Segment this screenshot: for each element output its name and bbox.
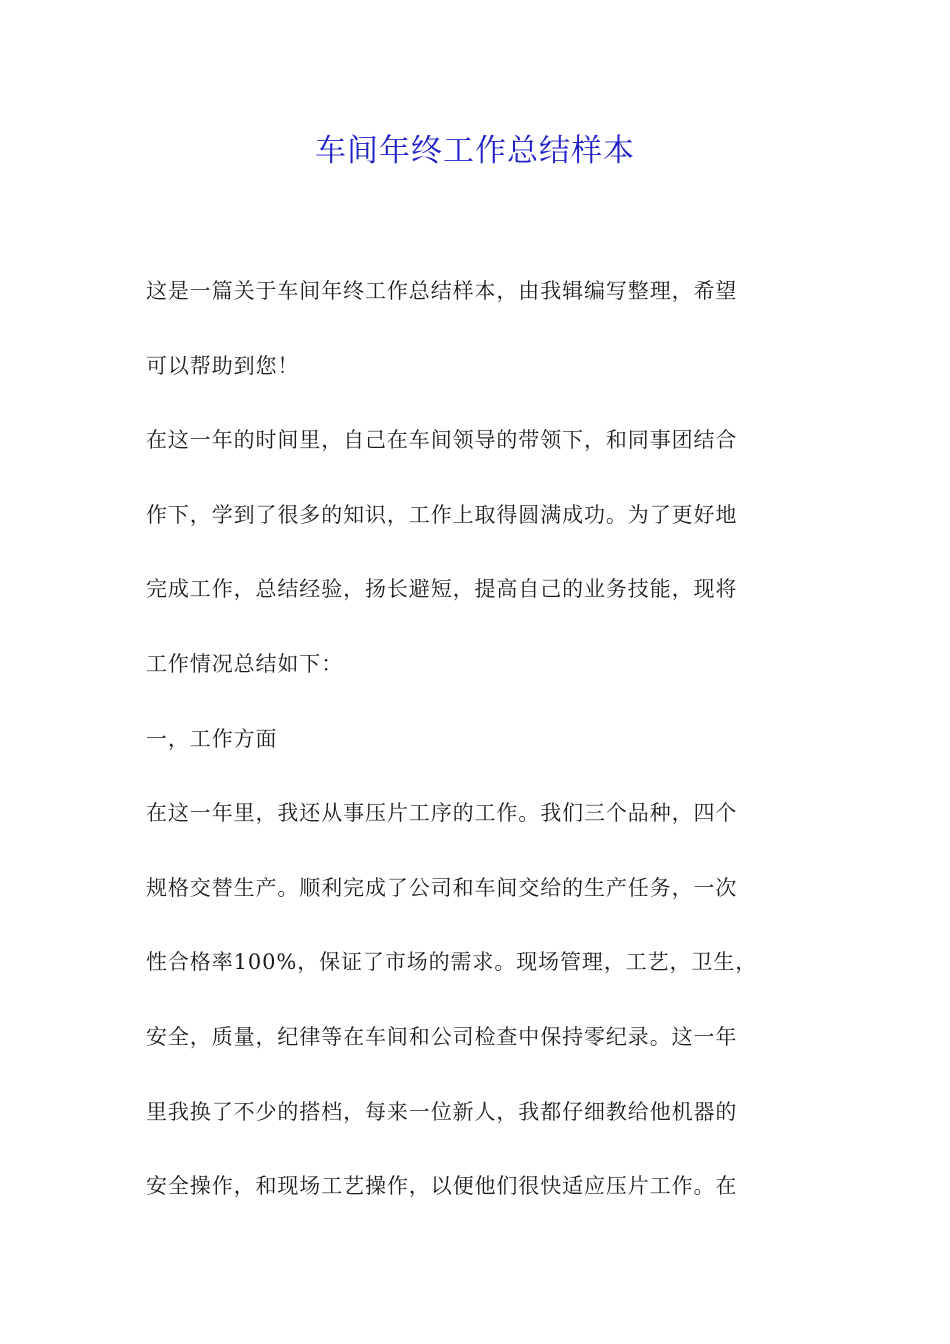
paragraph-line: 完成工作，总结经验，扬长避短，提高自己的业务技能，现将 <box>146 577 738 602</box>
paragraph-line: 在这一年的时间里，自己在车间领导的带领下，和同事团结合 <box>146 428 738 453</box>
paragraph-line: 工作情况总结如下： <box>146 651 344 676</box>
paragraph-line: 可以帮助到您！ <box>146 353 300 378</box>
paragraph-line: 安全，质量，纪律等在车间和公司检查中保持零纪录。这一年 <box>146 1024 738 1049</box>
paragraph-line: 这是一篇关于车间年终工作总结样本，由我辑编写整理，希望 <box>146 279 738 303</box>
paragraph-line: 安全操作，和现场工艺操作，以便他们很快适应压片工作。在 <box>146 1174 738 1199</box>
paragraph-line: 规格交替生产。顺利完成了公司和车间交给的生产任务，一次 <box>146 875 738 900</box>
document-title: 车间年终工作总结样本 <box>315 133 635 169</box>
document-body <box>146 254 806 1224</box>
section-heading: 一，工作方面 <box>146 726 278 751</box>
paragraph-line: 在这一年里，我还从事压片工序的工作。我们三个品种，四个 <box>146 801 738 826</box>
paragraph-line: 作下，学到了很多的知识，工作上取得圆满成功。为了更好地 <box>146 502 738 527</box>
paragraph-line: 性合格率100%，保证了市场的需求。现场管理，工艺，卫生， <box>146 950 758 975</box>
paragraph-line: 里我换了不少的搭档，每来一位新人，我都仔细教给他机器的 <box>146 1099 738 1124</box>
